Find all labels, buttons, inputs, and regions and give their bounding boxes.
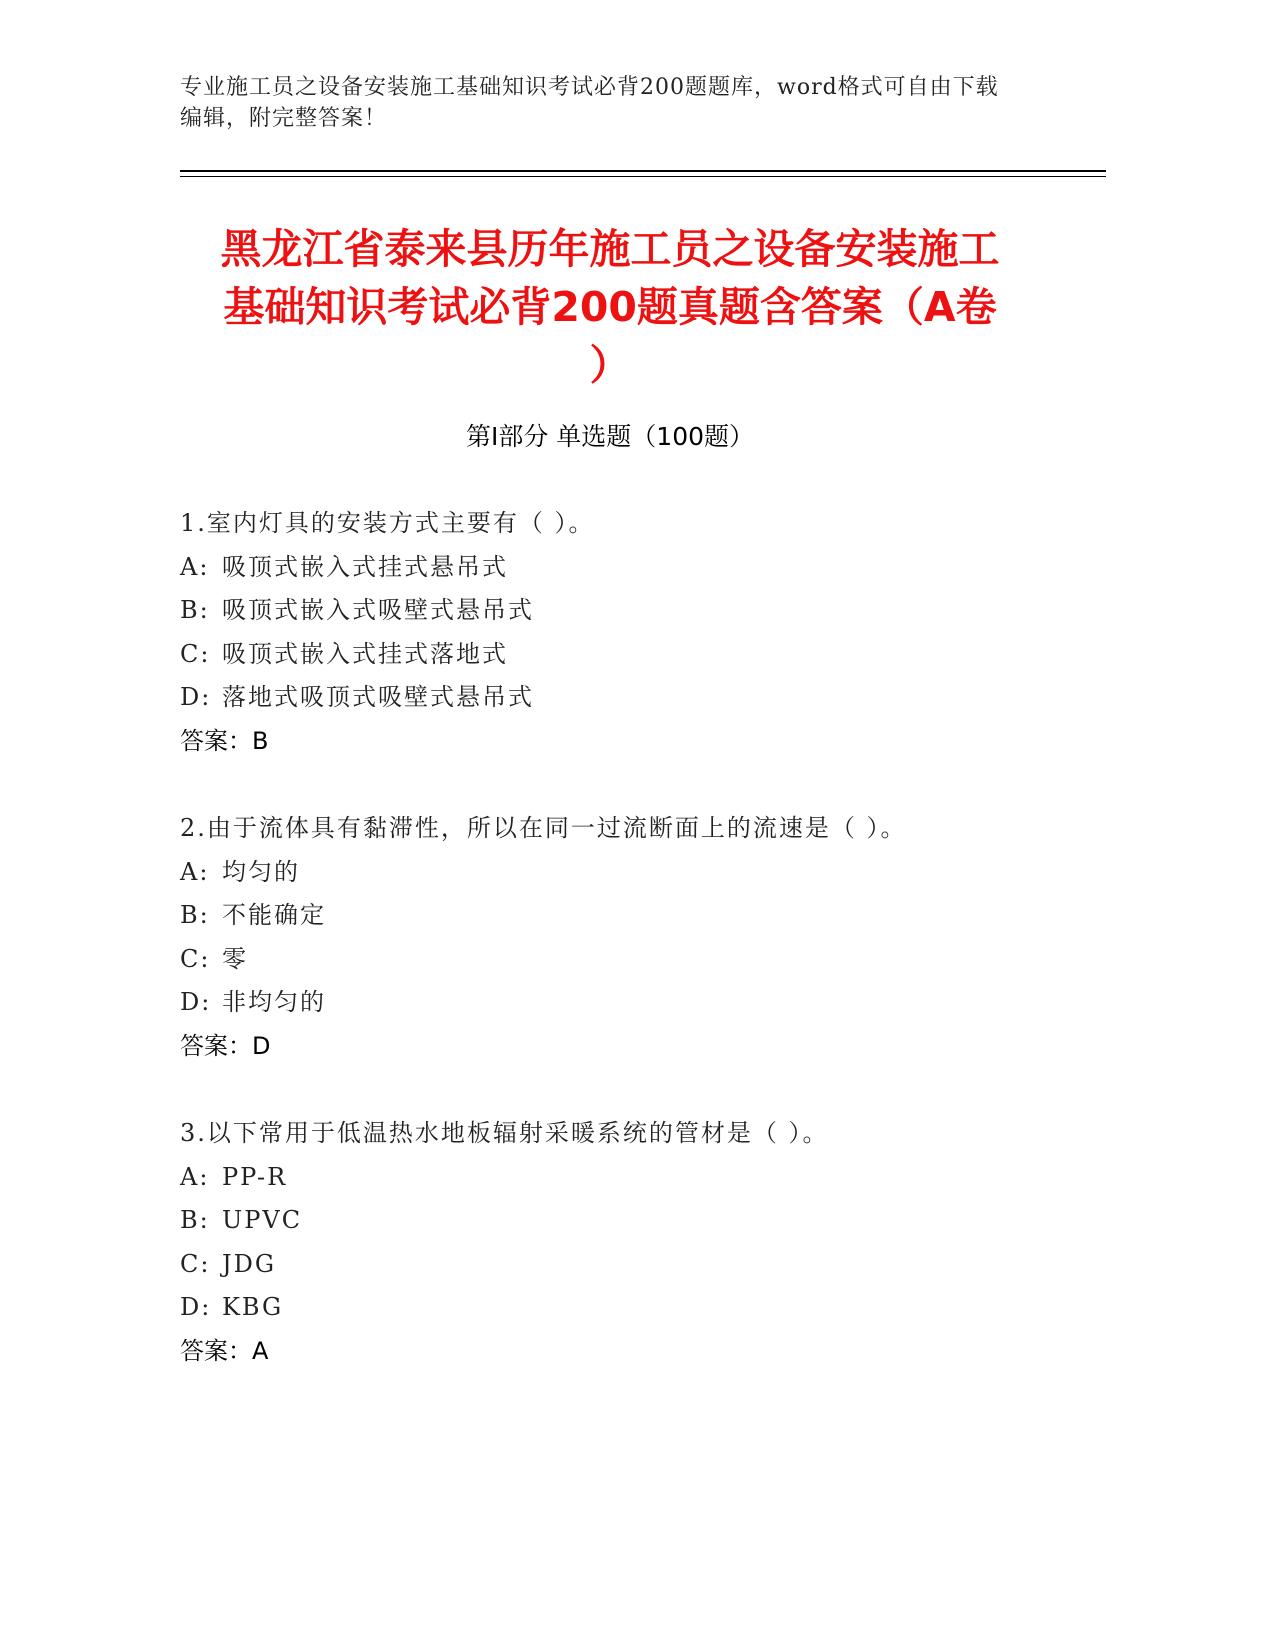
option-letter: D:	[180, 683, 212, 711]
option-d	[180, 1290, 1080, 1334]
question-stem: 1.室内灯具的安装方式主要有（ ）。	[180, 509, 595, 537]
option-letter: A:	[180, 857, 210, 886]
option-text: 不能确定	[222, 901, 326, 929]
question-3	[180, 1116, 1080, 1377]
option-letter: B:	[180, 901, 210, 929]
option-letter: B:	[180, 596, 210, 624]
answer-line: 答案：B	[180, 726, 269, 755]
option-letter: D:	[180, 988, 212, 1016]
section-title: 第I部分 单选题（100题）	[465, 422, 755, 451]
option-text: 均匀的	[222, 857, 300, 886]
option-letter: B:	[180, 1206, 210, 1234]
option-text: 零	[222, 944, 248, 973]
option-letter: C:	[180, 1249, 211, 1278]
option-b	[180, 593, 1080, 637]
option-text: KBG	[222, 1293, 284, 1321]
option-letter: C:	[180, 944, 211, 973]
option-letter: D:	[180, 1293, 212, 1321]
option-text: JDG	[222, 1249, 277, 1278]
option-d	[180, 680, 1080, 724]
header-divider-thin	[180, 176, 1106, 177]
document-title-line-1: 黑龙江省泰来县历年施工员之设备安装施工	[220, 225, 1000, 273]
header-note-line-2: 编辑，附完整答案！	[180, 106, 388, 131]
option-letter: C:	[180, 639, 211, 668]
header-note-line-1: 专业施工员之设备安装施工基础知识考试必背200题题库，word格式可自由下载	[180, 75, 999, 100]
document-title	[180, 220, 1040, 394]
answer-line: 答案：A	[180, 1336, 269, 1365]
option-text: 吸顶式嵌入式挂式落地式	[222, 639, 508, 668]
option-d	[180, 985, 1080, 1029]
document-title-line-2: 基础知识考试必背200题真题含答案（A卷	[223, 283, 997, 331]
header-divider-thick	[180, 170, 1106, 172]
option-text: 吸顶式嵌入式吸壁式悬吊式	[222, 596, 534, 624]
option-b	[180, 898, 1080, 942]
document-title-line-3: ）	[589, 341, 631, 389]
option-c	[180, 637, 1080, 681]
answer-line: 答案：D	[180, 1031, 271, 1060]
question-2	[180, 811, 1080, 1072]
option-text: 非均匀的	[222, 988, 326, 1016]
option-text: 落地式吸顶式吸壁式悬吊式	[222, 683, 534, 711]
question-stem: 2.由于流体具有黏滞性，所以在同一过流断面上的流速是（ ）。	[180, 814, 907, 842]
question-1	[180, 506, 1080, 767]
option-c	[180, 942, 1080, 986]
option-a	[180, 1160, 1080, 1204]
question-stem: 3.以下常用于低温热水地板辐射采暖系统的管材是（ ）。	[180, 1119, 829, 1147]
header-note	[180, 72, 1060, 134]
option-text: PP-R	[222, 1162, 288, 1191]
option-a	[180, 855, 1080, 899]
option-b	[180, 1203, 1080, 1247]
option-c	[180, 1247, 1080, 1291]
option-text: 吸顶式嵌入式挂式悬吊式	[222, 552, 508, 581]
option-text: UPVC	[222, 1206, 303, 1234]
option-letter: A:	[180, 552, 210, 581]
option-letter: A:	[180, 1162, 210, 1191]
option-a	[180, 550, 1080, 594]
